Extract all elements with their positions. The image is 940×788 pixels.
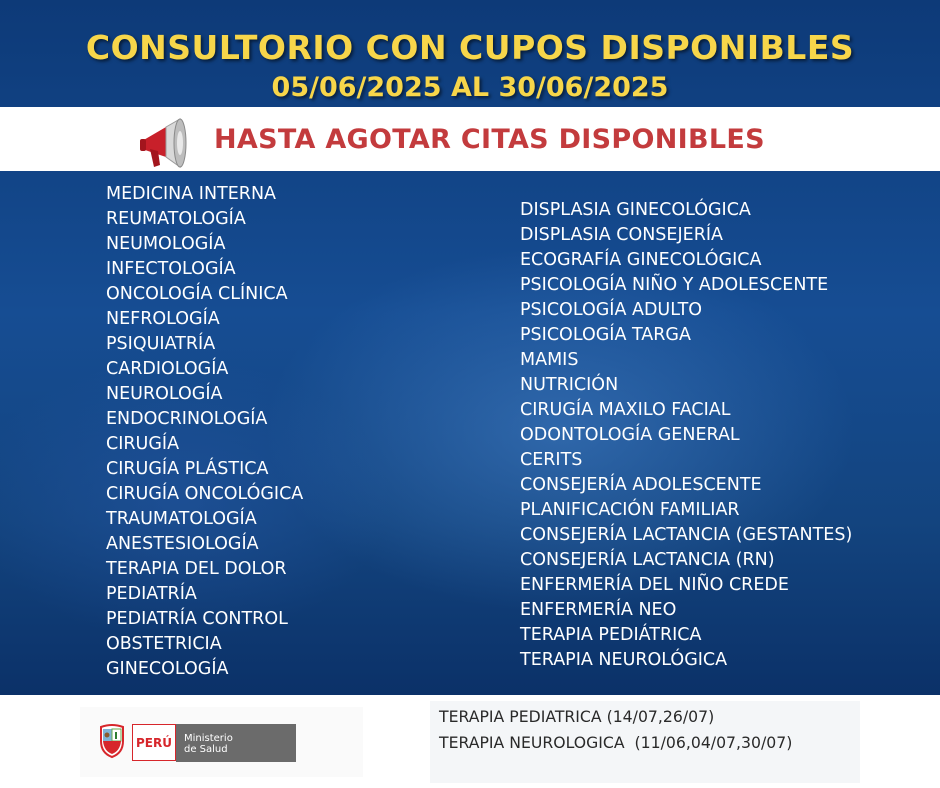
page-title: CONSULTORIO CON CUPOS DISPONIBLES [85, 28, 855, 67]
specialty-item: DISPLASIA CONSEJERÍA [520, 225, 723, 245]
specialty-item: ONCOLOGÍA CLÍNICA [106, 284, 288, 304]
specialty-item: MEDICINA INTERNA [106, 184, 277, 204]
specialty-item: CONSEJERÍA LACTANCIA (RN) [520, 550, 775, 570]
specialty-item: TERAPIA DEL DOLOR [106, 559, 287, 579]
specialty-item: ODONTOLOGÍA GENERAL [520, 425, 740, 445]
specialty-item: NEFROLOGÍA [106, 309, 220, 329]
specialty-item: ANESTESIOLOGÍA [106, 534, 259, 554]
specialty-item: CARDIOLOGÍA [106, 359, 229, 379]
specialty-item: PEDIATRÍA CONTROL [106, 609, 288, 629]
specialties-left-list [106, 182, 303, 682]
footer [0, 695, 940, 788]
specialty-item: OBSTETRICIA [106, 634, 222, 654]
ministry-line-2: de Salud [184, 744, 228, 755]
specialty-item: PSICOLOGÍA ADULTO [520, 300, 703, 320]
specialty-item: GINECOLOGÍA [106, 659, 229, 679]
coat-of-arms-icon [97, 723, 127, 759]
specialty-item: PLANIFICACIÓN FAMILIAR [520, 500, 740, 520]
availability-banner [0, 107, 940, 171]
note-pediatric-therapy: TERAPIA PEDIATRICA (14/07,26/07) [439, 707, 715, 726]
specialty-item: CIRUGÍA ONCOLÓGICA [106, 484, 304, 504]
specialty-item: ENFERMERÍA NEO [520, 600, 677, 620]
specialty-item: PSICOLOGÍA TARGA [520, 325, 691, 345]
specialty-item: CONSEJERÍA LACTANCIA (GESTANTES) [520, 525, 853, 545]
specialty-item: CIRUGÍA MAXILO FACIAL [520, 400, 731, 420]
specialty-item: ECOGRAFÍA GINECOLÓGICA [520, 250, 762, 270]
specialties-right-list [520, 198, 852, 673]
specialty-item: TRAUMATOLOGÍA [106, 509, 257, 529]
note-neurological-therapy: TERAPIA NEUROLOGICA (11/06,04/07,30/07) [439, 733, 793, 752]
megaphone-icon [136, 117, 192, 169]
specialty-item: TERAPIA PEDIÁTRICA [520, 625, 702, 645]
banner-text: HASTA AGOTAR CITAS DISPONIBLES [214, 124, 765, 155]
specialty-item: NEUROLOGÍA [106, 384, 223, 404]
minsa-logo [80, 707, 363, 777]
specialty-item: PSICOLOGÍA NIÑO Y ADOLESCENTE [520, 275, 829, 295]
ministry-line-1: Ministerio [184, 733, 233, 744]
specialty-item: PEDIATRÍA [106, 584, 197, 604]
ministry-label [176, 724, 296, 762]
specialty-item: NUTRICIÓN [520, 375, 619, 395]
specialty-item: CERITS [520, 450, 583, 470]
specialty-item: PSIQUIATRÍA [106, 334, 216, 354]
specialty-item: CONSEJERÍA ADOLESCENTE [520, 475, 762, 495]
specialty-item: ENFERMERÍA DEL NIÑO CREDE [520, 575, 789, 595]
specialty-item: CIRUGÍA PLÁSTICA [106, 459, 269, 479]
date-range: 05/06/2025 AL 30/06/2025 [271, 72, 669, 103]
schedule-notes [430, 701, 860, 783]
specialty-item: TERAPIA NEUROLÓGICA [520, 650, 728, 670]
specialty-item: MAMIS [520, 350, 579, 370]
specialty-item: REUMATOLOGÍA [106, 209, 246, 229]
specialty-item: NEUMOLOGÍA [106, 234, 226, 254]
specialty-item: DISPLASIA GINECOLÓGICA [520, 200, 751, 220]
specialty-item: ENDOCRINOLOGÍA [106, 409, 268, 429]
specialty-item: INFECTOLOGÍA [106, 259, 236, 279]
peru-label: PERÚ [132, 724, 176, 761]
specialty-item: CIRUGÍA [106, 434, 180, 454]
